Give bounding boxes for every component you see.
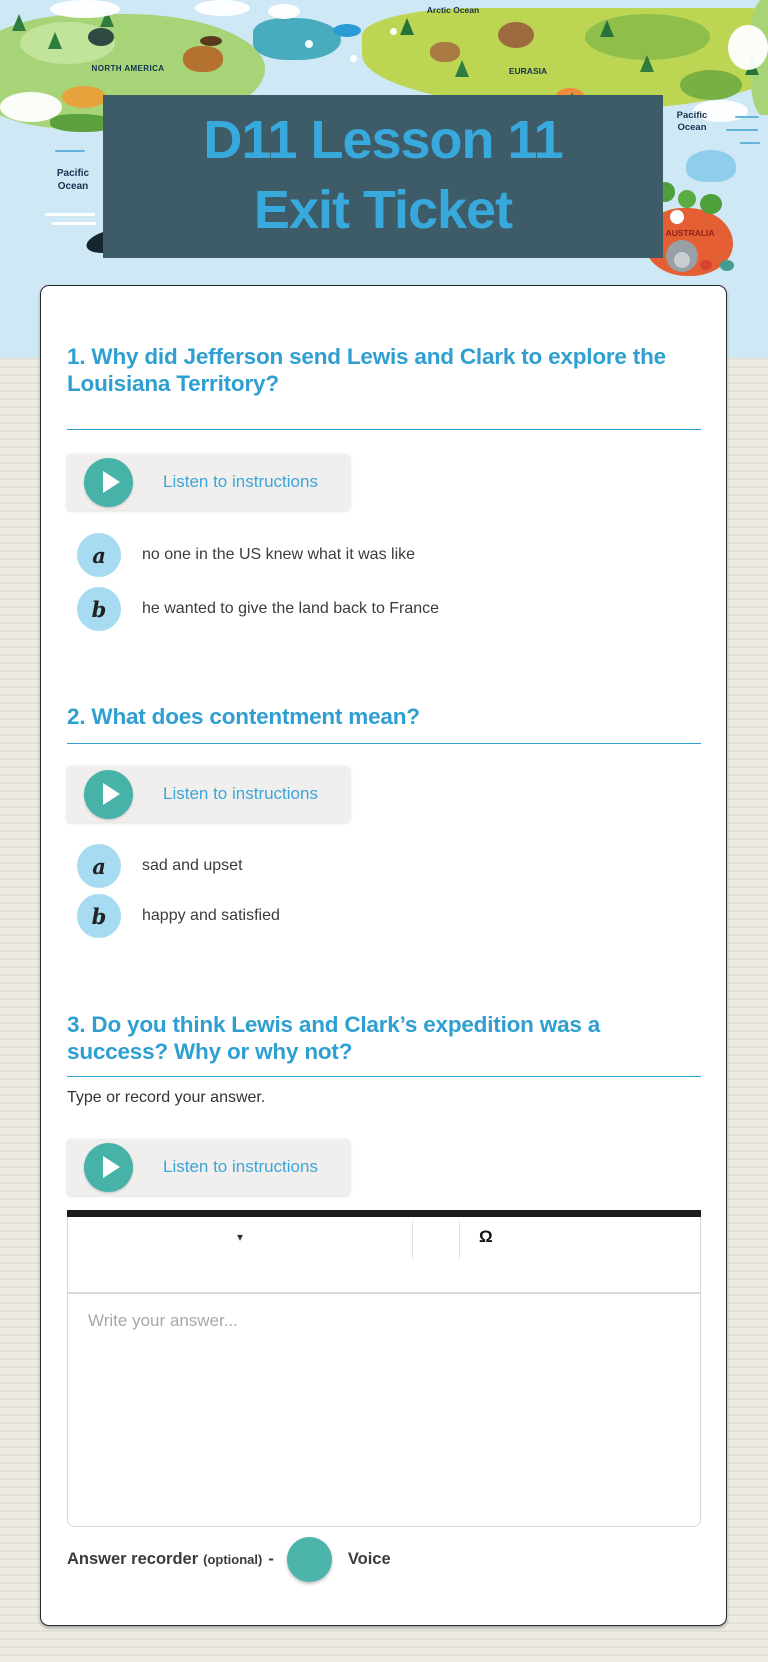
play-icon <box>84 1143 133 1192</box>
answer-textarea[interactable] <box>67 1293 701 1527</box>
ocean-dash-icon <box>740 142 760 144</box>
pine-tree-icon <box>600 20 614 37</box>
question-3-listen-button[interactable] <box>67 1139 350 1195</box>
ocean-wave-icon <box>45 213 95 216</box>
ocean-wave-icon <box>52 222 96 225</box>
worksheet-title-line2: Exit Ticket <box>253 180 513 240</box>
ocean-dash-icon <box>735 116 759 118</box>
brown-bear-icon <box>498 22 534 48</box>
question-3-divider <box>67 1076 701 1077</box>
listen-button-label: Listen to instructions <box>163 784 318 803</box>
omega-icon: Ω <box>479 1227 493 1246</box>
question-2-option-b[interactable] <box>77 894 280 938</box>
worksheet-title-banner <box>103 95 663 258</box>
option-letter: b <box>91 903 107 929</box>
moose-icon <box>183 46 223 72</box>
map-label-north-america: NORTH AMERICA <box>91 64 165 73</box>
option-text: happy and satisfied <box>142 907 280 924</box>
option-b-badge[interactable] <box>77 587 121 631</box>
snowflake-icon <box>390 28 397 35</box>
octopus-icon <box>686 150 736 182</box>
play-triangle-icon <box>103 783 120 805</box>
pine-tree-icon <box>12 14 26 31</box>
option-b-badge[interactable] <box>77 894 121 938</box>
pine-tree-icon <box>640 55 654 72</box>
crab-icon <box>700 260 712 270</box>
chevron-down-icon: ▾ <box>236 1230 244 1244</box>
question-1-listen-button[interactable] <box>67 454 350 510</box>
answer-recorder-optional-note: (optional) <box>203 1551 263 1567</box>
fish-icon <box>333 24 361 37</box>
question-2-listen-button[interactable] <box>67 766 350 822</box>
toolbar-empty-cell <box>413 1217 459 1257</box>
moose-antler-icon <box>200 36 222 46</box>
black-bear-icon <box>88 28 114 46</box>
south-america-illustration <box>62 86 106 108</box>
palm-cluster-icon-2 <box>678 190 696 208</box>
option-text: he wanted to give the land back to France <box>142 600 440 617</box>
play-triangle-icon <box>103 471 120 493</box>
ocean-dash-icon <box>726 129 758 131</box>
polar-bear-icon <box>268 4 300 19</box>
answer-editor <box>67 1210 701 1528</box>
snowflake-icon <box>305 40 313 48</box>
question-3-caption: Type or record your answer. <box>67 1089 266 1106</box>
greenland-illustration <box>253 18 341 60</box>
worksheet-title-line1: D11 Lesson 11 <box>203 110 563 170</box>
reindeer-icon <box>430 42 460 62</box>
option-letter: a <box>92 542 106 568</box>
cloud-icon <box>195 0 250 16</box>
turtle-icon <box>720 260 734 271</box>
cloud-icon <box>0 92 62 122</box>
answer-recorder-label: Answer recorder <box>67 1549 199 1568</box>
question-2-heading: 2. What does contentment mean? <box>67 704 420 729</box>
play-icon <box>84 770 133 819</box>
map-label-pacific-ocean-right: Pacific Ocean <box>676 110 708 133</box>
option-letter: a <box>92 853 106 879</box>
cloud-icon <box>728 25 768 70</box>
listen-button-label: Listen to instructions <box>163 472 318 491</box>
ocean-dash-icon <box>55 150 85 152</box>
question-3-heading: 3. Do you think Lewis and Clark’s expedition was a success? Why or why not? <box>67 1012 601 1065</box>
koala-belly <box>674 252 690 268</box>
listen-button-label: Listen to instructions <box>163 1157 318 1176</box>
play-icon <box>84 458 133 507</box>
voice-record-button[interactable] <box>287 1537 332 1582</box>
map-label-australia: AUSTRALIA <box>665 228 715 238</box>
editor-top-bar <box>67 1210 701 1217</box>
cloud-icon <box>50 0 120 18</box>
pine-tree-icon <box>455 60 469 77</box>
option-text: no one in the US knew what it was like <box>142 546 416 563</box>
question-2-option-a[interactable] <box>77 844 243 888</box>
eurasia-forest-patch-2 <box>680 70 742 100</box>
snowflake-icon <box>350 55 357 62</box>
editor-toolbar <box>67 1217 701 1293</box>
worksheet-card <box>40 285 727 1626</box>
option-text: sad and upset <box>142 857 243 874</box>
editor-format-dropdown[interactable] <box>68 1217 412 1257</box>
map-label-eurasia: EURASIA <box>508 66 548 76</box>
voice-label: Voice <box>347 1549 391 1568</box>
pelican-icon <box>670 210 684 224</box>
play-triangle-icon <box>103 1156 120 1178</box>
answer-recorder-row <box>67 1535 391 1583</box>
map-label-pacific-ocean-left: Pacific Ocean <box>56 168 90 192</box>
question-1-option-a[interactable] <box>77 533 415 577</box>
pine-tree-icon <box>400 18 414 35</box>
option-a-badge[interactable] <box>77 844 121 888</box>
pine-tree-icon <box>48 32 62 49</box>
question-1-divider <box>67 429 701 430</box>
editor-special-characters-button[interactable] <box>460 1217 493 1257</box>
option-a-badge[interactable] <box>77 533 121 577</box>
question-1-heading: 1. Why did Jefferson send Lewis and Clark to explore the Louisiana Territory? <box>67 344 666 397</box>
palm-cluster-icon-3 <box>700 194 722 214</box>
question-1-option-b[interactable] <box>77 587 439 631</box>
answer-recorder-dash: - <box>268 1549 274 1568</box>
map-label-arctic-ocean: Arctic Ocean <box>426 5 480 15</box>
option-letter: b <box>91 596 107 622</box>
question-2-divider <box>67 743 701 744</box>
